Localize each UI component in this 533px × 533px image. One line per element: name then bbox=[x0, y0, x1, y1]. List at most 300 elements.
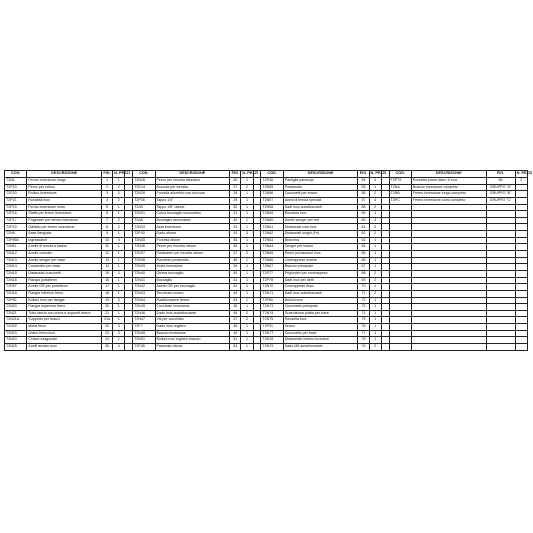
cell-descrizione: Cuscinetto per base bbox=[283, 330, 358, 337]
cell-descrizione bbox=[411, 337, 486, 344]
column-gap bbox=[253, 204, 261, 211]
cell-cod bbox=[389, 257, 411, 264]
cell-descrizione: Rondella piana diam. 6 inox bbox=[411, 178, 486, 185]
cell-n-pezzi: 1 bbox=[113, 251, 125, 258]
cell-n-pezzi: 1 bbox=[369, 297, 381, 304]
cell-descrizione: Braccio principale bbox=[283, 264, 358, 271]
cell-descrizione bbox=[411, 277, 486, 284]
cell-descrizione: Cuscinetto per base bbox=[27, 264, 102, 271]
cell-descrizione: Portamolla bbox=[283, 184, 358, 191]
cell-cod: T2N11 bbox=[5, 244, 27, 251]
cell-n-pezzi: 1 bbox=[241, 237, 253, 244]
cell-n-pezzi: 1 bbox=[113, 337, 125, 344]
cell-cod: T2N61 bbox=[261, 224, 283, 231]
header-fig: FIG. bbox=[486, 171, 515, 178]
cell-fig: 75 bbox=[358, 317, 369, 324]
cell-descrizione: Perno per rullino bbox=[27, 184, 102, 191]
cell-fig: 44 bbox=[230, 297, 241, 304]
cell-cod bbox=[389, 231, 411, 238]
column-gap bbox=[253, 231, 261, 238]
cell-fig: 41 bbox=[230, 277, 241, 284]
column-gap bbox=[381, 191, 389, 198]
column-gap bbox=[125, 324, 133, 331]
column-gap bbox=[253, 284, 261, 291]
cell-cod bbox=[389, 317, 411, 324]
cell-n-pezzi bbox=[515, 224, 527, 231]
table-row bbox=[5, 257, 528, 264]
cell-descrizione: Distanziali corti inox bbox=[283, 224, 358, 231]
cell-fig: 37 bbox=[230, 251, 241, 258]
cell-n-pezzi bbox=[515, 217, 527, 224]
cell-descrizione: Dado inox autobloccante bbox=[155, 310, 230, 317]
parts-table bbox=[4, 170, 533, 351]
cell-fig: 55 bbox=[358, 184, 369, 191]
cell-fig: 34 bbox=[230, 231, 241, 238]
cell-n-pezzi: 1 bbox=[369, 184, 381, 191]
cell-fig: GRUPPO "C" bbox=[486, 197, 515, 204]
header-descrizione: DESCRIZIONE bbox=[411, 171, 486, 178]
cell-cod: T2N9 bbox=[5, 231, 27, 238]
cell-fig bbox=[486, 284, 515, 291]
header-fig: FIG. bbox=[230, 171, 241, 178]
cell-n-pezzi: 1 bbox=[369, 257, 381, 264]
cell-cod bbox=[389, 284, 411, 291]
cell-cod: T2P67 bbox=[5, 284, 27, 291]
cell-fig bbox=[486, 277, 515, 284]
column-gap bbox=[253, 270, 261, 277]
cell-descrizione: Contrappeso fisso bbox=[283, 284, 358, 291]
cell-fig: 61 bbox=[358, 224, 369, 231]
column-gap bbox=[381, 297, 389, 304]
cell-fig: 51 bbox=[230, 337, 241, 344]
cell-n-pezzi: 4 bbox=[113, 237, 125, 244]
cell-fig: 5 bbox=[102, 204, 113, 211]
cell-n-pezzi: 3 bbox=[113, 297, 125, 304]
column-gap bbox=[125, 337, 133, 344]
cell-fig: 72 bbox=[358, 297, 369, 304]
column-gap bbox=[253, 211, 261, 218]
cell-cod: T2N64 bbox=[261, 244, 283, 251]
table-row bbox=[5, 251, 528, 258]
table-row bbox=[5, 297, 528, 304]
cell-descrizione: Rondella inox bbox=[27, 197, 102, 204]
cell-fig: 16 bbox=[102, 277, 113, 284]
table-row bbox=[5, 244, 528, 251]
column-gap bbox=[381, 217, 389, 224]
cell-descrizione: Terminale conico bbox=[155, 290, 230, 297]
cell-n-pezzi: 1 bbox=[241, 257, 253, 264]
column-gap bbox=[253, 310, 261, 317]
table-row bbox=[5, 224, 528, 231]
cell-descrizione: Grano freno inox bbox=[27, 330, 102, 337]
cell-descrizione: Ingrassatori bbox=[27, 237, 102, 244]
cell-cod: T2N33 bbox=[133, 224, 155, 231]
cell-cod: T2N79 bbox=[261, 344, 283, 351]
cell-cod bbox=[389, 304, 411, 311]
table-row bbox=[5, 184, 528, 191]
cell-cod: T2N62 bbox=[261, 231, 283, 238]
cell-descrizione: Rondella inox bbox=[283, 211, 358, 218]
column-gap bbox=[381, 290, 389, 297]
cell-fig: 29 bbox=[230, 197, 241, 204]
header-fig: FIG. bbox=[102, 171, 113, 178]
header-n-pezzi: N. PEZZI bbox=[369, 171, 381, 178]
cell-descrizione: Perno per forcella alluminio bbox=[155, 178, 230, 185]
cell-descrizione: Prigionieri per contrappeso bbox=[283, 270, 358, 277]
cell-descrizione: Anelli arresto inox bbox=[27, 344, 102, 351]
cell-cod: T2N57 bbox=[261, 197, 283, 204]
column-gap bbox=[253, 290, 261, 297]
cell-descrizione: Viti per cucchiaio bbox=[155, 317, 230, 324]
cell-fig: 64 bbox=[358, 244, 369, 251]
column-gap bbox=[381, 344, 389, 351]
cell-cod: T2N77 bbox=[261, 330, 283, 337]
cell-descrizione: Grano bbox=[283, 324, 358, 331]
column-gap bbox=[253, 330, 261, 337]
column-gap bbox=[125, 244, 133, 251]
column-gap bbox=[125, 204, 133, 211]
cell-descrizione: Staffa per fermo inversione bbox=[27, 211, 102, 218]
cell-n-pezzi: 1 bbox=[113, 178, 125, 185]
cell-cod: T2N40 bbox=[133, 270, 155, 277]
cell-descrizione bbox=[411, 237, 486, 244]
cell-n-pezzi: 4 bbox=[369, 217, 381, 224]
cell-descrizione bbox=[411, 211, 486, 218]
table-row bbox=[5, 284, 528, 291]
cell-cod: T2N45 bbox=[133, 304, 155, 311]
cell-n-pezzi bbox=[515, 251, 527, 258]
table-row bbox=[5, 330, 528, 337]
cell-descrizione: Bulloni inox per flangia bbox=[27, 297, 102, 304]
cell-fig: 28 bbox=[230, 191, 241, 198]
cell-n-pezzi: 4 bbox=[369, 197, 381, 204]
cell-descrizione: Anello seeger per base bbox=[27, 257, 102, 264]
cell-fig: 62 bbox=[358, 231, 369, 238]
column-gap bbox=[125, 290, 133, 297]
column-gap bbox=[253, 297, 261, 304]
cell-descrizione bbox=[411, 330, 486, 337]
cell-n-pezzi bbox=[515, 211, 527, 218]
column-gap bbox=[381, 237, 389, 244]
cell-n-pezzi: 2 bbox=[369, 204, 381, 211]
cell-descrizione: Pastiglia paracolpi bbox=[283, 178, 358, 185]
cell-fig: 22 bbox=[102, 324, 113, 331]
cell-descrizione: Raddrizzatore lancio bbox=[155, 297, 230, 304]
cell-descrizione bbox=[411, 344, 486, 351]
cell-n-pezzi: 2 bbox=[369, 231, 381, 238]
column-gap bbox=[381, 264, 389, 271]
cell-cod: T2N37 bbox=[133, 251, 155, 258]
cell-descrizione: Fermo inversione corto completo bbox=[411, 197, 486, 204]
cell-fig: 2 bbox=[102, 184, 113, 191]
cell-cod: T2N47 bbox=[133, 317, 155, 324]
cell-fig: 3 bbox=[102, 191, 113, 198]
cell-fig bbox=[486, 251, 515, 258]
cell-cod: T2N18 bbox=[5, 290, 27, 297]
table-row bbox=[5, 270, 528, 277]
cell-n-pezzi: 1 bbox=[369, 317, 381, 324]
column-gap bbox=[253, 217, 261, 224]
column-gap bbox=[125, 197, 133, 204]
cell-n-pezzi: 1 bbox=[113, 257, 125, 264]
cell-cod bbox=[389, 224, 411, 231]
cell-descrizione: Perno portabracci inox bbox=[283, 251, 358, 258]
cell-descrizione bbox=[411, 257, 486, 264]
cell-fig: 24 bbox=[102, 337, 113, 344]
cell-descrizione: Flangia inferiore freno bbox=[27, 290, 102, 297]
cell-descrizione: Dadi inox autobloccanti bbox=[283, 290, 358, 297]
cell-fig bbox=[486, 297, 515, 304]
cell-n-pezzi: 1 bbox=[369, 284, 381, 291]
column-gap bbox=[381, 251, 389, 258]
cell-cod: T2N49 bbox=[133, 330, 155, 337]
column-gap bbox=[125, 184, 133, 191]
cell-fig bbox=[486, 217, 515, 224]
cell-n-pezzi bbox=[515, 184, 527, 191]
cell-descrizione: Fermo inversione lungo bbox=[27, 178, 102, 185]
cell-cod: T2P43 bbox=[133, 231, 155, 238]
cell-fig: 42 bbox=[230, 284, 241, 291]
cell-n-pezzi bbox=[515, 270, 527, 277]
cell-descrizione: Tappo 1/8" ottone bbox=[155, 204, 230, 211]
cell-n-pezzi bbox=[515, 204, 527, 211]
cell-cod: T2N63 bbox=[261, 237, 283, 244]
cell-cod bbox=[389, 337, 411, 344]
cell-fig: 11 bbox=[102, 244, 113, 251]
column-gap bbox=[381, 317, 389, 324]
cell-n-pezzi: 1 bbox=[241, 178, 253, 185]
cell-cod: T2N31 bbox=[133, 211, 155, 218]
cell-n-pezzi bbox=[515, 197, 527, 204]
cell-descrizione: Dadi inox per detti bbox=[283, 277, 358, 284]
cell-fig: 68 bbox=[358, 270, 369, 277]
cell-n-pezzi: 1 bbox=[113, 304, 125, 311]
column-gap bbox=[125, 297, 133, 304]
cell-fig: 18 bbox=[102, 290, 113, 297]
cell-n-pezzi: 1 bbox=[369, 237, 381, 244]
cell-cod: T2N26 bbox=[133, 178, 155, 185]
cell-n-pezzi: 1 bbox=[369, 244, 381, 251]
cell-descrizione: Curva boccaglio secondario bbox=[155, 211, 230, 218]
cell-n-pezzi: 1 bbox=[241, 224, 253, 231]
column-gap bbox=[125, 217, 133, 224]
column-gap bbox=[381, 270, 389, 277]
parts-list-sheet bbox=[4, 170, 533, 365]
cell-descrizione bbox=[411, 270, 486, 277]
cell-descrizione: Distanziale interno bronzine bbox=[283, 337, 358, 344]
cell-cod: T2P77 bbox=[261, 270, 283, 277]
cell-fig: 56 bbox=[358, 191, 369, 198]
cell-descrizione: Braccio inversione bbox=[155, 330, 230, 337]
cell-n-pezzi: 1 bbox=[241, 204, 253, 211]
cell-fig bbox=[486, 237, 515, 244]
cell-fig: 70 bbox=[358, 284, 369, 291]
cell-fig: 76 bbox=[358, 324, 369, 331]
cell-n-pezzi: 2 bbox=[113, 217, 125, 224]
cell-descrizione: Distanziali cuscinetti bbox=[27, 270, 102, 277]
table-row bbox=[5, 211, 528, 218]
cell-descrizione: Dado inox registro bbox=[155, 324, 230, 331]
cell-n-pezzi bbox=[515, 290, 527, 297]
cell-n-pezzi bbox=[515, 264, 527, 271]
cell-n-pezzi: 2 bbox=[113, 184, 125, 191]
cell-cod: T2N75 bbox=[261, 317, 283, 324]
column-gap bbox=[253, 184, 261, 191]
cell-fig: 20 bbox=[102, 304, 113, 311]
cell-fig: 15 bbox=[102, 270, 113, 277]
cell-fig: 66 bbox=[358, 257, 369, 264]
cell-descrizione: Boccola per forcella bbox=[155, 184, 230, 191]
cell-n-pezzi bbox=[515, 244, 527, 251]
cell-descrizione bbox=[411, 297, 486, 304]
column-gap bbox=[125, 237, 133, 244]
cell-cod bbox=[389, 237, 411, 244]
table-row bbox=[5, 204, 528, 211]
cell-cod: T2N15 bbox=[5, 270, 27, 277]
cell-fig: 71 bbox=[358, 290, 369, 297]
cell-cod: T2N23 bbox=[5, 330, 27, 337]
cell-cod: T2P80 bbox=[261, 297, 283, 304]
cell-fig: 54 bbox=[358, 178, 369, 185]
cell-fig: 21 bbox=[102, 310, 113, 317]
cell-cod: T2NA bbox=[389, 184, 411, 191]
cell-fig: 17 bbox=[102, 284, 113, 291]
cell-cod: T2N71 bbox=[261, 290, 283, 297]
cell-n-pezzi: 1 bbox=[113, 231, 125, 238]
cell-n-pezzi: 2 bbox=[113, 191, 125, 198]
cell-n-pezzi: 2 bbox=[369, 290, 381, 297]
cell-n-pezzi: 1 bbox=[369, 337, 381, 344]
cell-cod: T2N41 bbox=[133, 277, 155, 284]
cell-n-pezzi: 1 bbox=[241, 330, 253, 337]
cell-cod: T2N78 bbox=[261, 337, 283, 344]
cell-cod: T2N56 bbox=[261, 191, 283, 198]
cell-descrizione: Cuscinetto principale bbox=[283, 304, 358, 311]
column-gap bbox=[253, 244, 261, 251]
table-row bbox=[5, 304, 528, 311]
cell-cod: T2A9 bbox=[133, 204, 155, 211]
cell-n-pezzi: 1 bbox=[241, 324, 253, 331]
cell-descrizione bbox=[411, 231, 486, 238]
cell-cod: T2N74 bbox=[261, 310, 283, 317]
cell-cod: T2N60 bbox=[261, 217, 283, 224]
cell-fig: 9 bbox=[102, 231, 113, 238]
cell-cod: T2N44 bbox=[133, 297, 155, 304]
column-gap bbox=[381, 310, 389, 317]
cell-n-pezzi: 1 bbox=[241, 191, 253, 198]
cell-cod: T2D14 bbox=[133, 184, 155, 191]
cell-n-pezzi: 1 bbox=[241, 344, 253, 351]
cell-fig: 63 bbox=[358, 237, 369, 244]
cell-descrizione: Braccio inversione completo bbox=[411, 184, 486, 191]
column-gap bbox=[253, 344, 261, 351]
cell-fig: 1 bbox=[102, 178, 113, 185]
column-gap bbox=[253, 197, 261, 204]
cell-n-pezzi: 1 bbox=[113, 204, 125, 211]
cell-n-pezzi: 1 bbox=[369, 330, 381, 337]
cell-fig: 10 bbox=[102, 237, 113, 244]
cell-cod: T2N38 bbox=[133, 257, 155, 264]
cell-n-pezzi: 1 bbox=[241, 244, 253, 251]
cell-n-pezzi: 1 bbox=[241, 290, 253, 297]
header-cod: COD. bbox=[261, 171, 283, 178]
cell-n-pezzi: 2 bbox=[369, 270, 381, 277]
cell-descrizione: Tappo 1/4" bbox=[155, 197, 230, 204]
cell-cod: T2N21 bbox=[5, 310, 27, 317]
cell-cod: T2N16 bbox=[5, 277, 27, 284]
column-gap bbox=[253, 237, 261, 244]
cell-cod: T2P31 bbox=[261, 324, 283, 331]
cell-n-pezzi: 1 bbox=[241, 217, 253, 224]
table-row bbox=[5, 337, 528, 344]
cell-cod bbox=[389, 204, 411, 211]
cell-descrizione: Rondella inox bbox=[283, 317, 358, 324]
cell-fig: 8 bbox=[102, 224, 113, 231]
cell-fig bbox=[486, 270, 515, 277]
cell-fig bbox=[486, 257, 515, 264]
table-row bbox=[5, 344, 528, 351]
cell-descrizione: Anello cromato bbox=[27, 251, 102, 258]
table-row bbox=[5, 178, 528, 185]
cell-descrizione: Fermo inversione lungo completo bbox=[411, 191, 486, 198]
cell-cod: T2P16 bbox=[5, 211, 27, 218]
cell-cod: T2N14 bbox=[5, 264, 27, 271]
cell-n-pezzi: 1 bbox=[113, 277, 125, 284]
cell-descrizione: Cuscinetti per bracci bbox=[283, 191, 358, 198]
cell-n-pezzi: 2 bbox=[113, 270, 125, 277]
cell-n-pezzi: 1 bbox=[241, 284, 253, 291]
cell-descrizione: Flangia portaflemi bbox=[27, 277, 102, 284]
cell-fig: 6 bbox=[102, 211, 113, 218]
cell-n-pezzi: 1 bbox=[241, 211, 253, 218]
column-gap bbox=[253, 257, 261, 264]
cell-cod: T2N28 bbox=[133, 191, 155, 198]
cell-descrizione: Prigionieri per fermo inversione bbox=[27, 217, 102, 224]
header-descrizione: DESCRIZIONE bbox=[283, 171, 358, 178]
column-gap bbox=[125, 270, 133, 277]
column-gap bbox=[381, 337, 389, 344]
cell-fig: 80 bbox=[486, 178, 515, 185]
cell-cod bbox=[389, 330, 411, 337]
cell-fig: 38 bbox=[230, 257, 241, 264]
cell-n-pezzi: 2 bbox=[241, 310, 253, 317]
cell-descrizione: Anello OR per portaflemi bbox=[27, 284, 102, 291]
column-gap bbox=[125, 178, 133, 185]
cell-cod bbox=[389, 290, 411, 297]
cell-fig bbox=[486, 264, 515, 271]
cell-fig: 74 bbox=[358, 310, 369, 317]
cell-fig: 67 bbox=[358, 264, 369, 271]
cell-n-pezzi: 2 bbox=[369, 224, 381, 231]
cell-n-pezzi: 3 bbox=[241, 231, 253, 238]
cell-n-pezzi: 1 bbox=[113, 310, 125, 317]
header-n-pezzi: N. PEZZI bbox=[113, 171, 125, 178]
cell-cod: T2P45 bbox=[133, 344, 155, 351]
cell-n-pezzi: 2 bbox=[369, 191, 381, 198]
cell-n-pezzi bbox=[515, 284, 527, 291]
column-gap bbox=[253, 324, 261, 331]
cell-cod: T2N42 bbox=[133, 284, 155, 291]
table-row bbox=[5, 217, 528, 224]
cell-cod: T2NB bbox=[389, 191, 411, 198]
cell-fig: 46 bbox=[230, 310, 241, 317]
cell-n-pezzi: 1 bbox=[241, 297, 253, 304]
cell-fig: 32 bbox=[230, 217, 241, 224]
cell-cod: T2N39 bbox=[133, 264, 155, 271]
cell-descrizione: Molla freno bbox=[27, 324, 102, 331]
cell-cod bbox=[389, 211, 411, 218]
column-gap bbox=[125, 330, 133, 337]
